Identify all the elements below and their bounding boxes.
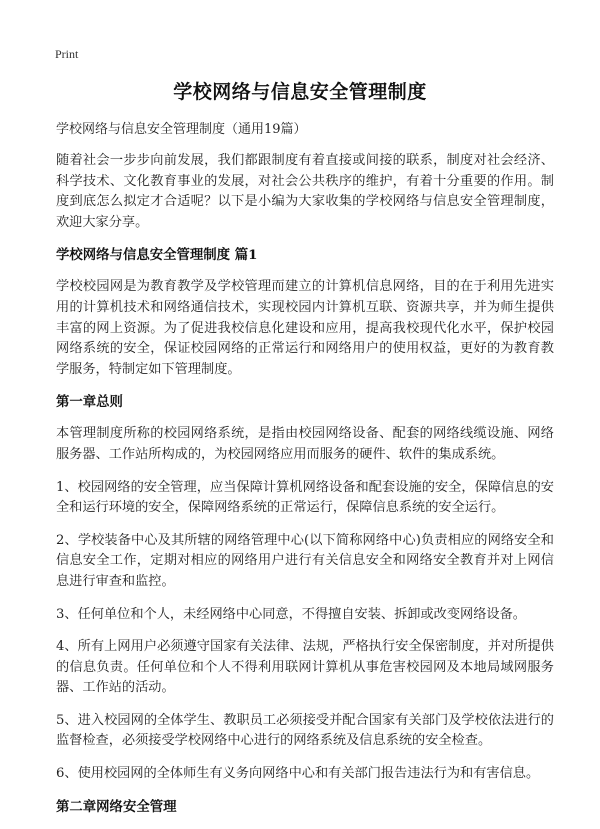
- intro-paragraph: 随着社会一步步向前发展，我们都跟制度有着直接或间接的联系，制度对社会经济、科学技术、文化教育事业的发展，对社会公共秩序的维护，有着十分重要的作用。制度到底怎么拟定才合适呢？以下是小编为大家收集的学校网络与信息安全管理制度，欢迎大家分享。: [56, 153, 554, 230]
- chapter1-heading: 第一章总则: [56, 394, 123, 411]
- rule-item-6: 6、使用校园网的全体师生有义务向网络中心和有关部门报告违法行为和有害信息。: [56, 766, 540, 782]
- piece1-heading: 学校网络与信息安全管理制度 篇1: [56, 247, 258, 264]
- rule-item-5: 5、进入校园网的全体学生、教职员工必须接受并配合国家有关部门及学校依法进行的监督检查，必须接受学校网络中心进行的网络系统及信息系统的安全检查。: [56, 712, 554, 749]
- rule-item-2: 2、学校装备中心及其所辖的网络管理中心(以下简称网络中心)负责相应的网络安全和信息安全工作，定期对相应的网络用户进行有关信息安全和网络安全教育并对上网信息进行审查和监控。: [56, 532, 554, 589]
- rule-item-1: 1、校园网络的安全管理，应当保障计算机网络设备和配套设施的安全，保障信息的安全和运行环境的安全，保障网络系统的正常运行，保障信息系统的安全运行。: [56, 479, 554, 516]
- chapter2-heading: 第二章网络安全管理: [56, 798, 177, 815]
- chapter1-scope-paragraph: 本管理制度所称的校园网络系统，是指由校园网络设备、配套的网络线缆设施、网络服务器、工作站所构成的，为校园网络应用而服务的硬件、软件的集成系统。: [56, 426, 554, 462]
- piece1-intro-paragraph: 学校校园网是为教育教学及学校管理而建立的计算机信息网络，目的在于利用先进实用的计算机技术和网络通信技术，实现校园内计算机互联、资源共享，并为师生提供丰富的网上资源。为了促进我校信息化建设和应用，提高我校现代化水平，保护校园网络系统的安全，保证校园网络的正常运行和网络用户的使用权益，更好的为教育教学服务，特制定如下管理制度。: [56, 279, 554, 377]
- rule-item-3: 3、任何单位和个人，未经网络中心同意，不得擅自安装、拆卸或改变网络设备。: [56, 606, 526, 622]
- print-link[interactable]: Print: [55, 47, 79, 61]
- rule-item-4: 4、所有上网用户必须遵守国家有关法律、法规，严格执行安全保密制度，并对所提供的信息负责。任何单位和个人不得利用联网计算机从事危害校园网及本地局域网服务器、工作站的活动。: [56, 639, 554, 696]
- document-subtitle: 学校网络与信息安全管理制度（通用19篇）: [56, 122, 307, 137]
- document-title: 学校网络与信息安全管理制度: [173, 81, 427, 103]
- document-body: [56, 120, 554, 829]
